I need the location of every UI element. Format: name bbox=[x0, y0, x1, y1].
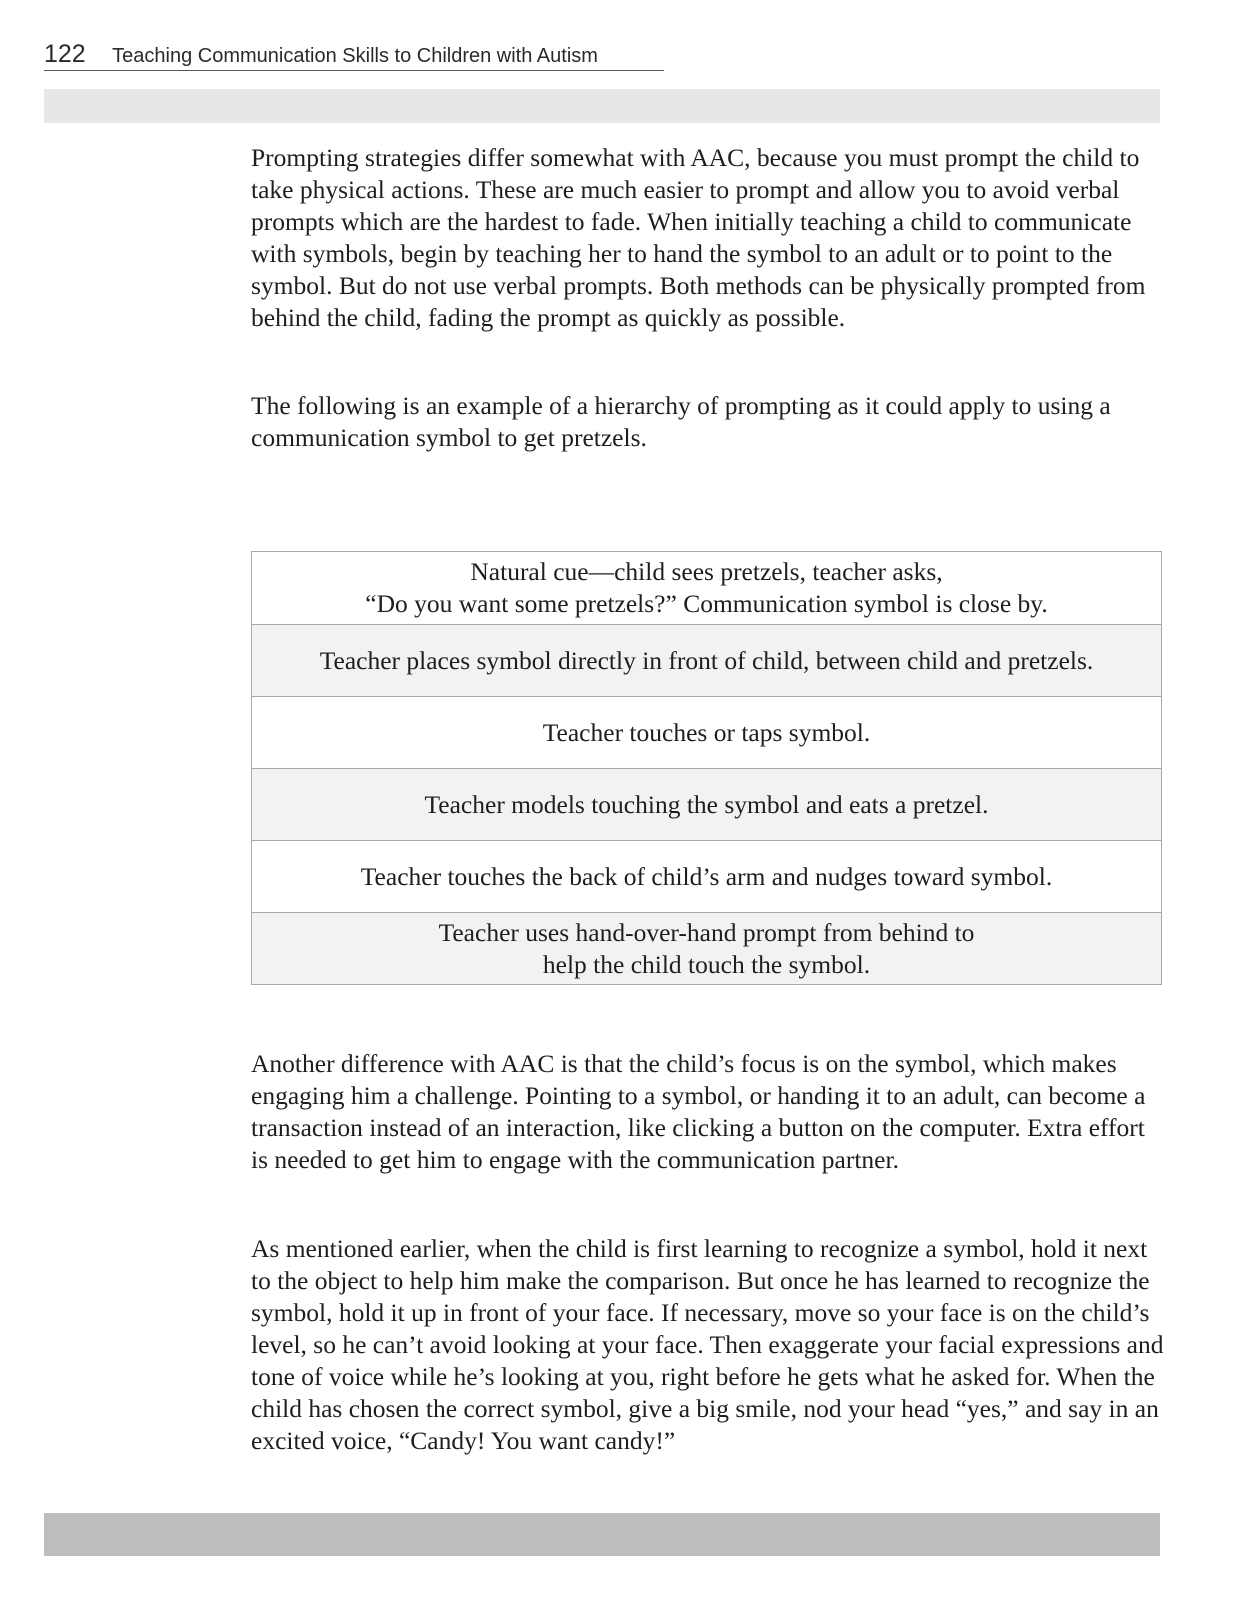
page-number: 122 bbox=[44, 40, 86, 68]
row-text-line-1: Teacher uses hand-over-hand prompt from behind to bbox=[438, 917, 975, 947]
paragraph-text: Another difference with AAC is that the child’s focus is on the symbol, which makes engaging him a challenge. Pointing to a symbol, or handing it to an adult, can become a transaction instead of an interaction, like clicking a button on the computer. Extra effort is needed to get him to engage with the communication partner. bbox=[251, 1049, 1146, 1174]
paragraph-another-difference bbox=[251, 1048, 1166, 1176]
book-title: Teaching Communication Skills to Children with Autism bbox=[112, 45, 598, 67]
row-text: Teacher models touching the symbol and eats a pretzel. bbox=[424, 789, 989, 819]
paragraph-hierarchy-intro bbox=[251, 390, 1166, 454]
row-text-line-2: help the child touch the symbol. bbox=[542, 949, 871, 979]
paragraph-text: The following is an example of a hierarchy of prompting as it could apply to using a communication symbol to get pretzels. bbox=[251, 391, 1111, 452]
paragraph-text: Prompting strategies differ somewhat with AAC, because you must prompt the child to take physical actions. These are much easier to prompt and allow you to avoid verbal prompts which are the hardest to fade. When initially teaching a child to communicate with symbols, begin by teaching her to hand the symbol to an adult or to point to the symbol. But do not use verbal prompts. Both methods can be physically prompted from behind the child, fading the prompt as quickly as possible. bbox=[251, 143, 1146, 332]
table-row bbox=[252, 552, 1161, 624]
table-row bbox=[252, 840, 1161, 912]
paragraph-prompting-strategies bbox=[251, 142, 1166, 334]
row-text: Teacher places symbol directly in front of child, between child and pretzels. bbox=[319, 645, 1094, 675]
table-row bbox=[252, 696, 1161, 768]
table-row bbox=[252, 768, 1161, 840]
row-text: Teacher touches or taps symbol. bbox=[542, 717, 871, 747]
top-decorative-band bbox=[44, 89, 1160, 123]
running-head bbox=[44, 40, 664, 71]
paragraph-text: As mentioned earlier, when the child is first learning to recognize a symbol, hold it next to the object to help him make the comparison. But once he has learned to recognize the symbol, hold it up in front of your face. If necessary, move so your face is on the child’s level, so he can’t avoid looking at your face. Then exaggerate your facial expressions and tone of voice while he’s looking at you, right before he gets what he asked for. When the child has chosen the correct symbol, give a big smile, nod your head “yes,” and say in an excited voice, “Candy! You want candy!” bbox=[251, 1234, 1164, 1455]
row-text: Teacher touches the back of child’s arm and nudges toward symbol. bbox=[360, 861, 1053, 891]
table-row bbox=[252, 912, 1161, 984]
row-text-line-2: “Do you want some pretzels?” Communication symbol is close by. bbox=[365, 589, 1048, 618]
table-row bbox=[252, 624, 1161, 696]
row-text-line-1: Natural cue—child sees pretzels, teacher asks, bbox=[470, 557, 943, 586]
bottom-decorative-band bbox=[44, 1513, 1160, 1556]
prompt-hierarchy-table bbox=[251, 551, 1162, 985]
paragraph-as-mentioned bbox=[251, 1233, 1166, 1457]
